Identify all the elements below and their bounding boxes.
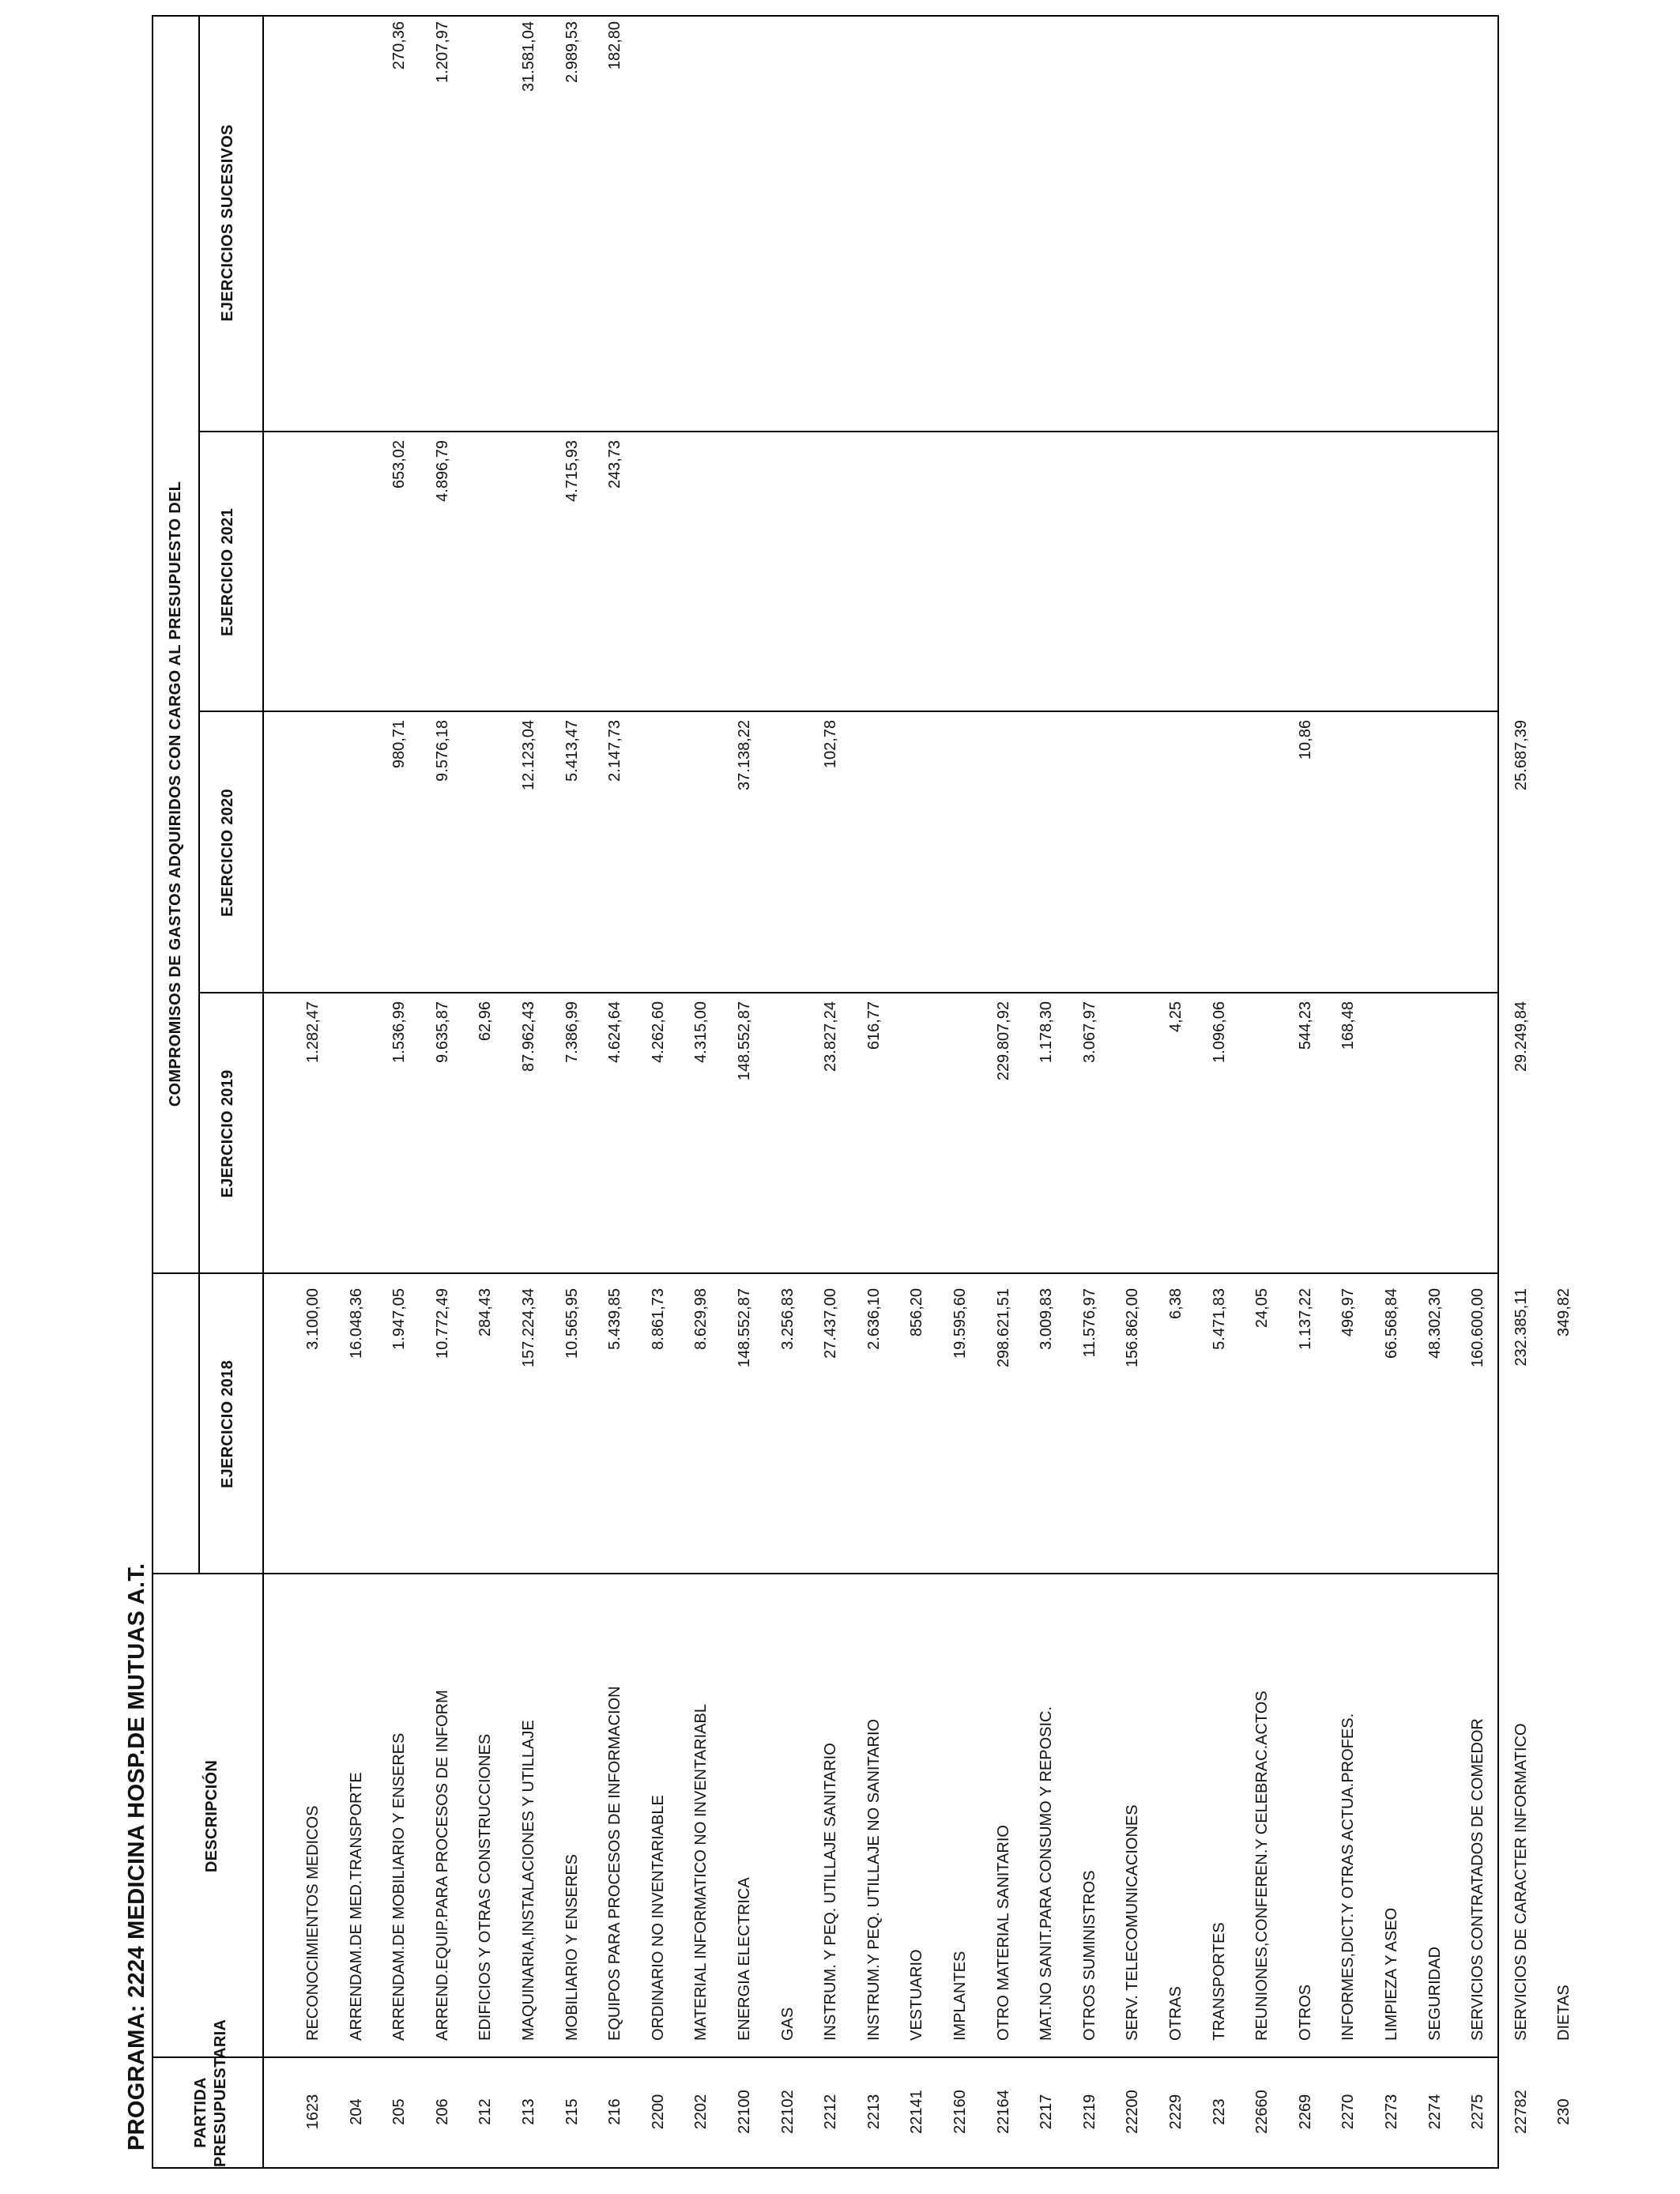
column-divider — [153, 2056, 1497, 2058]
cell-v2021 — [345, 440, 367, 704]
cell-sucesivos — [1337, 21, 1359, 424]
cell-v2019: 1.096,06 — [1210, 1001, 1228, 1063]
cell-v2021 — [647, 440, 669, 704]
cell-v2021 — [302, 440, 324, 704]
cell-partida: 22782 — [1512, 2090, 1530, 2134]
cell-desc: SEGURIDAD — [1426, 1947, 1444, 2041]
cell-v2020: 5.413,47 — [563, 720, 581, 782]
header-partida — [191, 2019, 231, 2167]
cell-partida: 22102 — [778, 2090, 797, 2134]
cell-sucesivos — [1510, 21, 1532, 424]
cell-v2018: 3.256,83 — [778, 1288, 797, 1350]
cell-v2018: 148.552,87 — [736, 1288, 753, 1368]
header-ejercicio-2018: EJERCICIO 2018 — [219, 1359, 236, 1489]
cell-partida: 205 — [390, 2098, 409, 2125]
cell-partida: 2200 — [649, 2094, 667, 2130]
cell-v2020 — [1467, 720, 1489, 986]
cell-partida: 2219 — [1080, 2094, 1098, 2130]
cell-partida: 22660 — [1253, 2090, 1271, 2134]
cell-v2018: 160.600,00 — [1469, 1288, 1487, 1368]
cell-sucesivos — [949, 21, 971, 424]
cell-partida: 223 — [1210, 2098, 1228, 2125]
cell-v2019: 229.807,92 — [994, 1001, 1012, 1081]
cell-v2019: 62,96 — [477, 1001, 495, 1042]
cell-v2018: 10.772,49 — [433, 1288, 451, 1359]
cell-desc: ARRENDAM.DE MED.TRANSPORTE — [347, 1772, 365, 2041]
cell-sucesivos — [819, 21, 842, 424]
cell-sucesivos: 270,36 — [390, 21, 409, 70]
cell-v2020: 25.687,39 — [1512, 720, 1530, 790]
cell-v2021 — [993, 440, 1015, 704]
cell-desc: MAQUINARIA,INSTALACIONES Y UTILLAJE — [520, 1720, 537, 2041]
cell-sucesivos — [993, 21, 1015, 424]
cell-v2021 — [1251, 440, 1273, 704]
cell-desc: OTRO MATERIAL SANITARIO — [994, 1825, 1012, 2041]
cell-v2021 — [733, 440, 755, 704]
cell-sucesivos — [647, 21, 669, 424]
cell-v2020 — [777, 720, 799, 986]
cell-v2019 — [1553, 1001, 1575, 1266]
cell-v2021 — [1381, 440, 1403, 704]
cell-sucesivos — [1251, 21, 1273, 424]
cell-partida: 2202 — [692, 2094, 710, 2130]
cell-sucesivos — [302, 21, 324, 424]
cell-v2020 — [1035, 720, 1057, 986]
cell-v2021 — [1035, 440, 1057, 704]
cell-v2018: 48.302,30 — [1426, 1288, 1444, 1359]
cell-v2018: 8.629,98 — [692, 1288, 710, 1350]
cell-v2018: 1.947,05 — [390, 1288, 409, 1350]
cell-partida: 216 — [606, 2098, 624, 2125]
cell-v2020 — [949, 720, 971, 986]
cell-partida: 2269 — [1296, 2094, 1314, 2130]
cell-v2019: 4,25 — [1167, 1001, 1185, 1032]
cell-sucesivos — [906, 21, 928, 424]
cell-desc: IMPLANTES — [951, 1951, 969, 2041]
cell-v2018: 8.861,73 — [649, 1288, 667, 1350]
cell-partida: 230 — [1555, 2098, 1573, 2125]
cell-v2021 — [1165, 440, 1187, 704]
cell-v2018: 496,97 — [1339, 1288, 1358, 1337]
cell-v2021 — [1510, 440, 1532, 704]
cell-sucesivos — [1035, 21, 1057, 424]
cell-v2020 — [1121, 720, 1143, 986]
cell-partida: 22100 — [736, 2090, 753, 2134]
cell-v2020 — [302, 720, 324, 986]
cell-v2019: 1.282,47 — [304, 1001, 322, 1063]
cell-partida: 204 — [347, 2098, 365, 2125]
cell-partida: 22200 — [1124, 2090, 1142, 2134]
cell-v2021: 4.896,79 — [433, 440, 451, 502]
cell-desc: INSTRUM. Y PEQ. UTILLAJE SANITARIO — [822, 1743, 840, 2041]
cell-v2021 — [949, 440, 971, 704]
cell-v2019: 29.249,84 — [1512, 1001, 1530, 1072]
cell-sucesivos — [690, 21, 712, 424]
cell-v2021 — [518, 440, 540, 704]
cell-v2020 — [906, 720, 928, 986]
cell-v2021: 653,02 — [390, 440, 409, 489]
cell-v2021 — [777, 440, 799, 704]
cell-v2020: 102,78 — [822, 720, 840, 769]
cell-v2021 — [1424, 440, 1446, 704]
cell-desc: ENERGIA ELECTRICA — [736, 1877, 753, 2041]
cell-desc: TRANSPORTES — [1210, 1922, 1228, 2041]
cell-v2018: 856,20 — [908, 1288, 926, 1337]
cell-v2018: 156.862,00 — [1124, 1288, 1142, 1368]
cell-partida: 212 — [477, 2098, 495, 2125]
cell-v2019 — [777, 1001, 799, 1266]
cell-v2020: 10,86 — [1296, 720, 1314, 760]
cell-desc: ORDINARIO NO INVENTARIABLE — [649, 1795, 667, 2041]
cell-v2020 — [1553, 720, 1575, 986]
cell-sucesivos: 182,80 — [606, 21, 624, 70]
cell-v2018: 5.439,85 — [606, 1288, 624, 1350]
cell-v2018: 24,05 — [1253, 1288, 1271, 1329]
cell-v2020: 980,71 — [390, 720, 409, 769]
column-divider — [153, 1272, 1497, 1274]
cell-desc: SERVICIOS CONTRATADOS DE COMEDOR — [1469, 1718, 1487, 2041]
cell-v2018: 157.224,34 — [520, 1288, 537, 1368]
cell-v2020 — [345, 720, 367, 986]
cell-v2019: 9.635,87 — [433, 1001, 451, 1063]
cell-partida: 1623 — [304, 2094, 322, 2130]
cell-v2020 — [1165, 720, 1187, 986]
cell-v2019 — [906, 1001, 928, 1266]
cell-v2020: 9.576,18 — [433, 720, 451, 782]
cell-sucesivos — [777, 21, 799, 424]
cell-v2020: 2.147,73 — [606, 720, 624, 782]
cell-v2018: 2.636,10 — [864, 1288, 883, 1350]
cell-v2018: 298.621,51 — [994, 1288, 1012, 1368]
cell-v2021 — [690, 440, 712, 704]
cell-partida: 213 — [520, 2098, 537, 2125]
cell-v2019: 4.315,00 — [692, 1001, 710, 1063]
cell-v2021 — [1294, 440, 1317, 704]
cell-desc: INFORMES,DICT.Y OTRAS ACTUA.PROFES. — [1339, 1713, 1358, 2041]
cell-partida: 215 — [563, 2098, 581, 2125]
column-divider — [153, 1573, 1497, 1574]
cell-partida: 2270 — [1339, 2094, 1358, 2130]
cell-desc: RECONOCIMIENTOS MEDICOS — [304, 1805, 322, 2041]
cell-desc: MATERIAL INFORMATICO NO INVENTARIABL — [692, 1704, 710, 2041]
cell-desc: GAS — [778, 2007, 797, 2041]
cell-v2020 — [1251, 720, 1273, 986]
cell-v2019: 1.536,99 — [390, 1001, 409, 1063]
cell-sucesivos: 1.207,97 — [433, 21, 451, 83]
cell-v2019: 7.386,99 — [563, 1001, 581, 1063]
cell-v2021 — [1467, 440, 1489, 704]
cell-v2018: 232.385,11 — [1512, 1288, 1530, 1367]
cell-v2019 — [1467, 1001, 1489, 1266]
cell-v2018: 5.471,83 — [1210, 1288, 1228, 1350]
header-ejercicio-2021: EJERCICIO 2021 — [219, 507, 236, 637]
cell-partida: 2212 — [822, 2094, 840, 2130]
cell-partida: 22160 — [951, 2090, 969, 2134]
cell-v2019: 616,77 — [864, 1001, 883, 1050]
cell-v2021 — [1337, 440, 1359, 704]
cell-desc: OTROS SUMINISTROS — [1080, 1870, 1098, 2041]
cell-partida: 206 — [433, 2098, 451, 2125]
cell-v2018: 3.009,83 — [1038, 1288, 1056, 1350]
cell-v2020 — [647, 720, 669, 986]
header-ejercicio-2020: EJERCICIO 2020 — [219, 788, 236, 918]
header-descripcion: DESCRIPCIÓN — [203, 1759, 220, 1873]
cell-partida: 22141 — [908, 2090, 926, 2134]
header-ejercicios-sucesivos: EJERCICIOS SUCESIVOS — [219, 124, 236, 322]
cell-desc: SERV. TELECOMUNICACIONES — [1124, 1804, 1142, 2041]
cell-v2018: 11.576,97 — [1080, 1288, 1098, 1358]
cell-v2020 — [1424, 720, 1446, 986]
cell-v2019 — [1251, 1001, 1273, 1266]
header-divider — [198, 17, 200, 1574]
header-partida-line2: PRESUPUESTARIA — [212, 2019, 229, 2167]
cell-v2021 — [1079, 440, 1101, 704]
header-ejercicio-2019: EJERCICIO 2019 — [219, 1069, 236, 1198]
cell-sucesivos — [1294, 21, 1317, 424]
cell-desc: MAT.NO SANIT.PARA CONSUMO Y REPOSIC. — [1038, 1706, 1056, 2041]
cell-partida: 2275 — [1469, 2094, 1487, 2130]
cell-v2020 — [1337, 720, 1359, 986]
cell-v2019: 87.962,43 — [520, 1001, 537, 1072]
cell-v2019 — [949, 1001, 971, 1266]
cell-v2021 — [906, 440, 928, 704]
cell-v2019: 3.067,97 — [1080, 1001, 1098, 1063]
cell-sucesivos — [863, 21, 885, 424]
cell-v2021 — [1208, 440, 1230, 704]
cell-partida: 2274 — [1426, 2094, 1444, 2130]
cell-sucesivos — [733, 21, 755, 424]
cell-v2020 — [1381, 720, 1403, 986]
cell-desc: LIMPIEZA Y ASEO — [1383, 1907, 1400, 2041]
cell-v2019 — [345, 1001, 367, 1266]
cell-desc: ARRENDAM.DE MOBILIARIO Y ENSERES — [390, 1732, 409, 2041]
cell-v2020 — [993, 720, 1015, 986]
header-group-compromisos: COMPROMISOS DE GASTOS ADQUIRIDOS CON CARGO AL PRESUPUESTO DEL — [167, 481, 184, 1107]
cell-v2021: 243,73 — [606, 440, 624, 489]
cell-partida: 2273 — [1383, 2094, 1400, 2130]
cell-sucesivos — [1381, 21, 1403, 424]
cell-v2020: 12.123,04 — [520, 720, 537, 790]
cell-v2018: 66.568,84 — [1383, 1288, 1400, 1359]
cell-v2020 — [1079, 720, 1101, 986]
cell-partida: 2229 — [1167, 2094, 1185, 2130]
cell-v2021 — [474, 440, 496, 704]
cell-v2019: 148.552,87 — [736, 1001, 753, 1081]
cell-v2019: 544,23 — [1296, 1001, 1314, 1050]
cell-desc: EQUIPOS PARA PROCESOS DE INFORMACION — [606, 1686, 624, 2041]
cell-desc: REUNIONES,CONFEREN.Y CELEBRAC.ACTOS — [1253, 1691, 1271, 2041]
cell-desc: VESTUARIO — [908, 1949, 926, 2041]
column-divider — [198, 431, 1497, 432]
cell-sucesivos — [1121, 21, 1143, 424]
header-partida-line1: PARTIDA — [192, 2077, 209, 2148]
cell-v2020 — [474, 720, 496, 986]
cell-v2018: 3.100,00 — [304, 1288, 322, 1350]
cell-desc: OTROS — [1296, 1984, 1314, 2041]
budget-table — [152, 15, 1573, 2169]
cell-desc: ARREND.EQUIP.PARA PROCESOS DE INFORM — [433, 1690, 451, 2041]
cell-sucesivos: 2.989,53 — [563, 21, 581, 83]
cell-v2019: 23.827,24 — [822, 1001, 840, 1072]
cell-partida: 2217 — [1038, 2094, 1056, 2130]
cell-sucesivos — [1208, 21, 1230, 424]
cell-v2020 — [863, 720, 885, 986]
cell-partida: 2213 — [864, 2094, 883, 2130]
cell-v2018: 19.595,60 — [951, 1288, 969, 1359]
cell-sucesivos: 31.581,04 — [520, 21, 537, 92]
cell-v2020 — [690, 720, 712, 986]
cell-v2021 — [819, 440, 842, 704]
cell-sucesivos — [1553, 21, 1575, 424]
cell-v2018: 6,38 — [1167, 1288, 1185, 1319]
cell-v2019 — [1381, 1001, 1403, 1266]
cell-v2019: 168,48 — [1339, 1001, 1358, 1050]
column-divider — [198, 992, 1497, 993]
cell-v2021 — [1553, 440, 1575, 704]
cell-v2018: 10.565,95 — [563, 1288, 581, 1359]
cell-sucesivos — [1165, 21, 1187, 424]
cell-v2021 — [1121, 440, 1143, 704]
cell-v2019: 4.624,64 — [606, 1001, 624, 1063]
cell-sucesivos — [1467, 21, 1489, 424]
cell-v2018: 1.137,22 — [1296, 1288, 1314, 1350]
cell-v2018: 16.048,36 — [347, 1288, 365, 1359]
cell-v2019: 4.262,60 — [649, 1001, 667, 1063]
cell-sucesivos — [1424, 21, 1446, 424]
cell-desc: DIETAS — [1555, 1985, 1573, 2041]
cell-v2019 — [1424, 1001, 1446, 1266]
cell-desc: EDIFICIOS Y OTRAS CONSTRUCCIONES — [477, 1733, 495, 2041]
cell-desc: INSTRUM.Y PEQ. UTILLAJE NO SANITARIO — [864, 1718, 883, 2041]
cell-sucesivos — [345, 21, 367, 424]
cell-v2018: 349,82 — [1555, 1288, 1573, 1337]
cell-v2019: 1.178,30 — [1038, 1001, 1056, 1063]
cell-v2021 — [863, 440, 885, 704]
cell-v2018: 284,43 — [477, 1288, 495, 1337]
page-title: PROGRAMA: 2224 MEDICINA HOSP.DE MUTUAS A.T. — [124, 1563, 149, 2151]
cell-v2019 — [1121, 1001, 1143, 1266]
cell-v2018: 27.437,00 — [822, 1288, 840, 1359]
cell-partida: 22164 — [994, 2090, 1012, 2134]
column-divider — [198, 711, 1497, 712]
cell-v2020 — [1208, 720, 1230, 986]
cell-v2020: 37.138,22 — [736, 720, 753, 790]
cell-v2021: 4.715,93 — [563, 440, 581, 502]
cell-desc: OTRAS — [1167, 1986, 1185, 2041]
cell-sucesivos — [1079, 21, 1101, 424]
cell-desc: MOBILIARIO Y ENSERES — [563, 1853, 581, 2041]
cell-desc: SERVICIOS DE CARACTER INFORMATICO — [1512, 1723, 1530, 2041]
cell-sucesivos — [474, 21, 496, 424]
header-bottom-rule — [262, 17, 264, 2167]
